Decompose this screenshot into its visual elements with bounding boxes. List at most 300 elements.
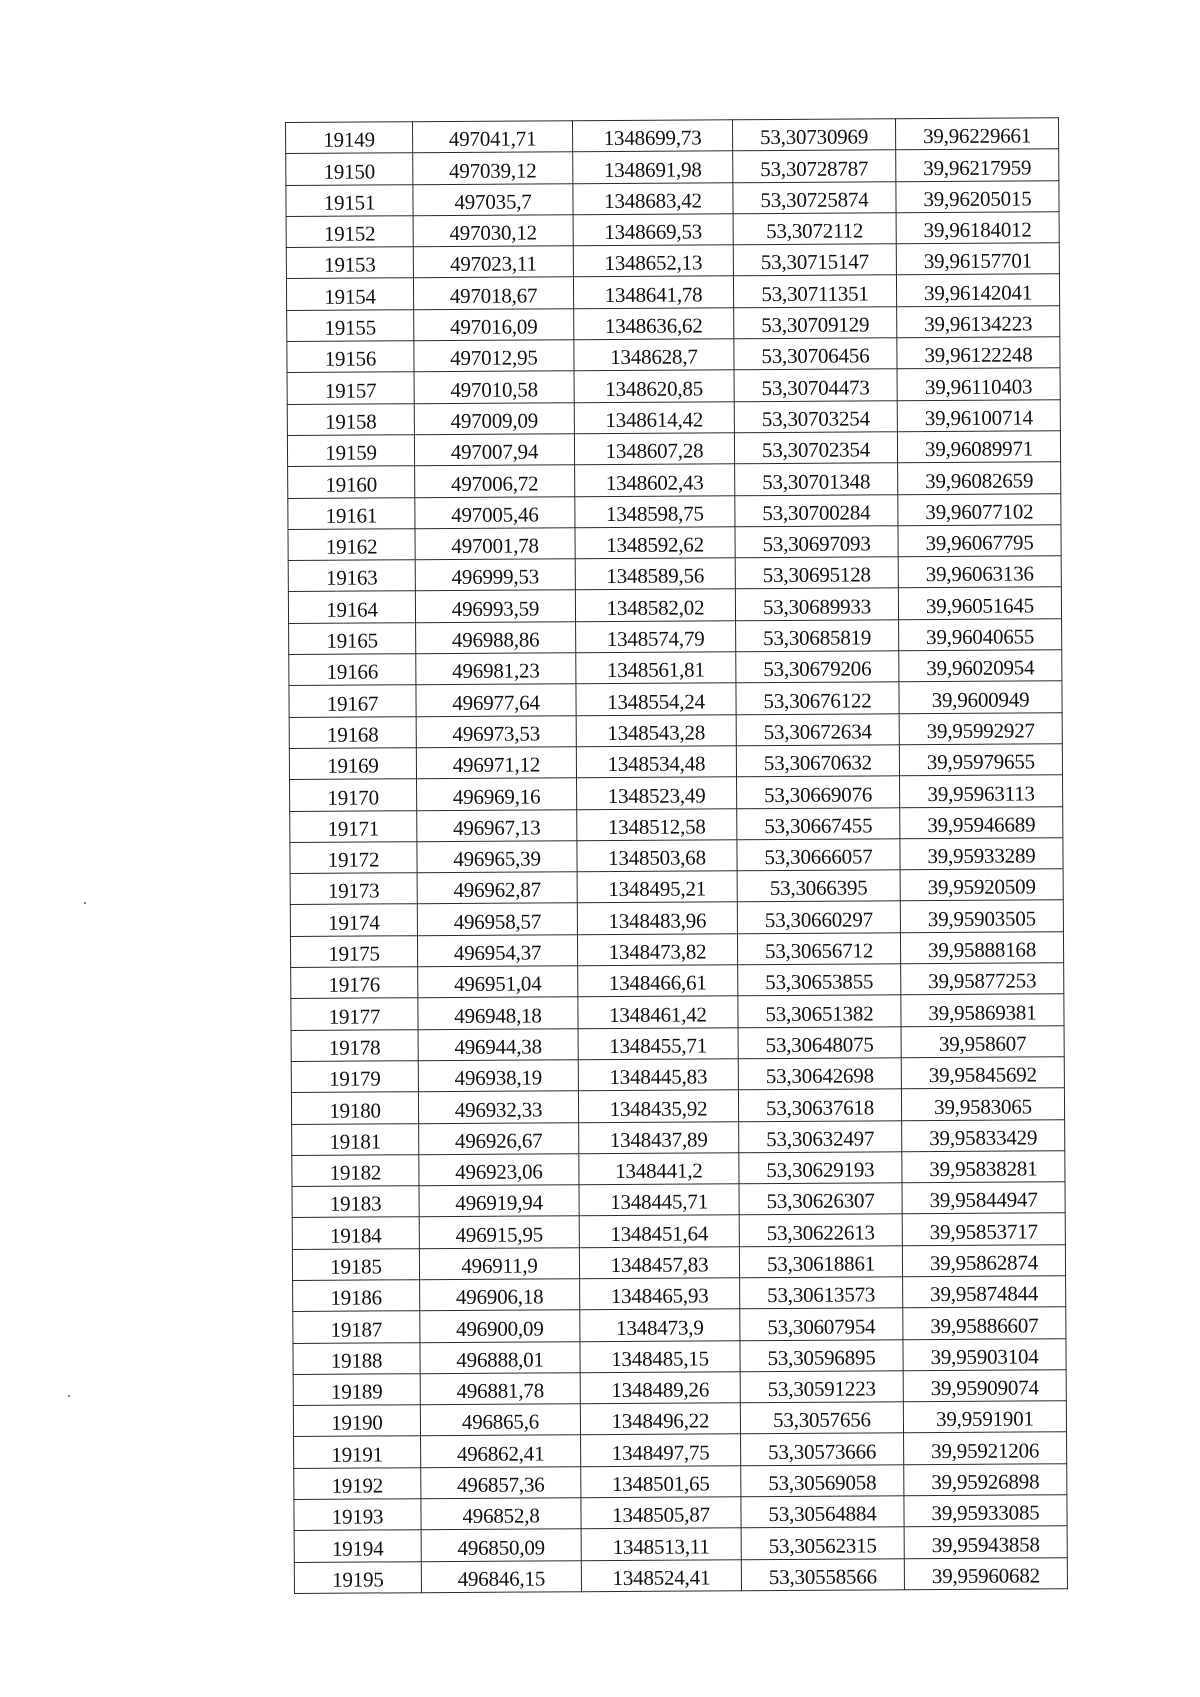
point-number-cell	[291, 998, 418, 1030]
cell-text: 1348445,83	[609, 1064, 708, 1090]
cell-text: 1348699,73	[603, 125, 702, 151]
latitude-cell	[738, 1058, 901, 1090]
cell-text: 1348435,92	[609, 1095, 708, 1121]
y-coordinate-cell	[580, 1403, 740, 1435]
cell-text: 1348512,58	[607, 814, 706, 839]
x-coordinate-cell	[419, 1247, 579, 1279]
table-row	[286, 149, 1059, 185]
cell-text: 19192	[331, 1473, 384, 1498]
cell-text: 497018,67	[449, 283, 538, 308]
point-number-cell	[286, 278, 413, 310]
cell-text: 39,95946689	[927, 812, 1036, 837]
longitude-cell	[897, 368, 1060, 400]
cell-text: 1348636,62	[604, 313, 703, 339]
longitude-cell	[899, 712, 1062, 744]
longitude-cell	[896, 274, 1059, 306]
cell-text: 1348485,15	[611, 1346, 710, 1371]
cell-text: 1348455,71	[609, 1033, 708, 1058]
y-coordinate-cell	[578, 965, 738, 997]
longitude-cell	[903, 1307, 1066, 1339]
table-row	[289, 619, 1062, 655]
cell-text: 19174	[328, 910, 380, 935]
longitude-cell	[897, 337, 1060, 369]
x-coordinate-cell	[413, 215, 573, 247]
table-row	[292, 1182, 1065, 1218]
point-number-cell	[287, 309, 414, 341]
longitude-cell	[897, 399, 1060, 431]
x-coordinate-cell	[421, 1560, 581, 1592]
cell-text: 1348505,87	[612, 1502, 710, 1528]
cell-text: 53,30562315	[768, 1533, 877, 1558]
cell-text: 53,30626307	[766, 1188, 875, 1214]
cell-text: 496938,19	[454, 1065, 543, 1091]
cell-text: 1348598,75	[605, 501, 704, 526]
x-coordinate-cell	[418, 966, 578, 998]
cell-text: 19191	[331, 1442, 383, 1467]
latitude-cell	[741, 1527, 904, 1559]
longitude-cell	[897, 306, 1060, 338]
x-coordinate-cell	[414, 402, 574, 434]
longitude-cell	[904, 1557, 1067, 1589]
point-number-cell	[293, 1280, 420, 1312]
cell-text: 53,30667455	[764, 813, 873, 838]
y-coordinate-cell	[573, 276, 733, 308]
longitude-cell	[898, 462, 1061, 494]
y-coordinate-cell	[574, 401, 734, 433]
cell-text: 53,3057656	[772, 1407, 871, 1433]
x-coordinate-cell	[421, 1466, 581, 1498]
latitude-cell	[740, 1277, 903, 1309]
cell-text: 39,96122248	[924, 342, 1033, 368]
y-coordinate-cell	[578, 1027, 738, 1059]
latitude-cell	[737, 901, 900, 933]
point-number-cell	[286, 184, 413, 216]
cell-text: 53,30573666	[768, 1439, 877, 1464]
point-number-cell	[290, 935, 417, 967]
latitude-cell	[741, 1465, 904, 1497]
table-row	[293, 1307, 1066, 1343]
cell-text: 497009,09	[450, 408, 539, 433]
y-coordinate-cell	[572, 120, 732, 152]
cell-text: 1348669,53	[604, 219, 703, 245]
longitude-cell	[895, 118, 1058, 150]
cell-text: 39,96089971	[924, 436, 1034, 462]
scan-speck	[84, 902, 86, 904]
point-number-cell	[294, 1467, 421, 1499]
table-row	[294, 1526, 1067, 1562]
cell-text: 1348441,2	[615, 1158, 703, 1184]
cell-text: 496900,09	[456, 1316, 544, 1341]
longitude-cell	[900, 869, 1063, 901]
cell-text: 19152	[323, 221, 376, 246]
point-number-cell	[291, 1092, 418, 1124]
cell-text: 39,95943858	[931, 1532, 1040, 1557]
cell-text: 496977,64	[452, 690, 540, 715]
longitude-cell	[903, 1338, 1066, 1370]
y-coordinate-cell	[573, 245, 733, 277]
table-row	[290, 931, 1063, 967]
cell-text: 39,96077102	[925, 499, 1034, 524]
cell-text: 53,30703254	[761, 406, 870, 432]
point-number-cell	[294, 1499, 421, 1531]
cell-text: 39,95845692	[928, 1062, 1037, 1088]
cell-text: 39,95877253	[928, 968, 1037, 994]
x-coordinate-cell	[413, 183, 573, 215]
cell-text: 53,30706456	[761, 343, 870, 369]
y-coordinate-cell	[573, 151, 733, 183]
cell-text: 53,30700284	[762, 500, 871, 525]
x-coordinate-cell	[420, 1404, 580, 1436]
cell-text: 1348489,26	[611, 1377, 710, 1403]
cell-text: 496969,16	[452, 783, 541, 809]
cell-text: 53,30564884	[768, 1501, 877, 1527]
cell-text: 1348554,24	[607, 689, 705, 714]
y-coordinate-cell	[575, 527, 735, 559]
y-coordinate-cell	[580, 1309, 740, 1341]
longitude-cell	[896, 180, 1059, 212]
table-row	[294, 1557, 1067, 1593]
cell-text: 496888,01	[456, 1347, 544, 1372]
cell-text: 19188	[330, 1348, 383, 1373]
x-coordinate-cell	[413, 152, 573, 184]
cell-text: 1348495,21	[608, 876, 707, 902]
cell-text: 1348437,89	[609, 1127, 708, 1152]
cell-text: 19190	[331, 1410, 383, 1436]
point-number-cell	[288, 591, 415, 623]
point-number-cell	[287, 372, 414, 404]
cell-text: 19193	[331, 1504, 384, 1530]
cell-text: 19151	[323, 190, 376, 215]
cell-text: 496881,78	[456, 1378, 545, 1404]
cell-text: 19189	[330, 1379, 383, 1404]
cell-text: 497041,71	[448, 126, 537, 152]
longitude-cell	[901, 963, 1064, 995]
latitude-cell	[733, 275, 896, 307]
x-coordinate-cell	[420, 1373, 580, 1405]
cell-text: 53,30701348	[762, 468, 871, 494]
cell-text: 53,30711351	[761, 281, 869, 306]
latitude-cell	[740, 1339, 903, 1371]
cell-text: 496988,86	[451, 627, 540, 653]
cell-text: 1348561,81	[606, 657, 705, 683]
cell-text: 1348466,61	[608, 970, 707, 996]
cell-text: 39,9591901	[935, 1406, 1034, 1432]
cell-text: 53,3072112	[766, 218, 864, 244]
cell-text: 19158	[324, 409, 377, 434]
latitude-cell	[734, 432, 897, 464]
cell-text: 1348461,42	[608, 1002, 707, 1027]
point-number-cell	[287, 403, 414, 435]
longitude-cell	[898, 493, 1061, 525]
y-coordinate-cell	[579, 1184, 739, 1216]
table-row	[288, 493, 1061, 529]
table-row	[286, 118, 1059, 154]
latitude-cell	[740, 1308, 903, 1340]
cell-text: 39,95862874	[929, 1250, 1039, 1276]
latitude-cell	[733, 244, 896, 276]
table-row	[293, 1338, 1066, 1374]
point-number-cell	[291, 1029, 418, 1061]
point-number-cell	[286, 153, 413, 185]
cell-text: 496948,18	[454, 1003, 542, 1028]
cell-text: 496993,59	[451, 596, 540, 621]
cell-text: 497005,46	[451, 502, 539, 527]
latitude-cell	[733, 213, 896, 245]
x-coordinate-cell	[416, 621, 576, 653]
table-row	[293, 1370, 1066, 1406]
cell-text: 19168	[326, 722, 379, 747]
x-coordinate-cell	[420, 1310, 580, 1342]
table-row	[290, 838, 1063, 874]
longitude-cell	[899, 681, 1062, 713]
cell-text: 39,95886607	[930, 1312, 1039, 1338]
latitude-cell	[734, 400, 897, 432]
longitude-cell	[902, 1244, 1065, 1276]
cell-text: 19170	[327, 784, 379, 810]
cell-text: 19160	[325, 472, 378, 497]
x-coordinate-cell	[416, 684, 576, 716]
cell-text: 497023,11	[449, 251, 537, 277]
cell-text: 39,96229661	[922, 123, 1032, 149]
table-row	[289, 681, 1062, 717]
point-number-cell	[294, 1436, 421, 1468]
x-coordinate-cell	[421, 1529, 581, 1561]
cell-text: 39,95921206	[931, 1438, 1040, 1463]
cell-text: 39,96020954	[926, 655, 1035, 681]
cell-text: 53,30653855	[765, 969, 874, 995]
cell-text: 39,95909074	[930, 1375, 1039, 1401]
latitude-cell	[736, 745, 899, 777]
table-row	[292, 1151, 1065, 1187]
cell-text: 19163	[325, 565, 378, 591]
cell-text: 39,9600949	[931, 687, 1030, 712]
cell-text: 19165	[326, 628, 378, 653]
cell-text: 19178	[328, 1035, 381, 1060]
table-row	[287, 337, 1060, 373]
point-number-cell	[289, 622, 416, 654]
cell-text: 1348497,75	[611, 1440, 710, 1465]
table-row	[292, 1213, 1065, 1249]
table-row	[289, 712, 1062, 748]
cell-text: 39,95992927	[926, 718, 1035, 744]
cell-text: 53,30709129	[761, 312, 870, 338]
cell-text: 39,95874844	[930, 1281, 1039, 1307]
longitude-cell	[898, 556, 1061, 588]
cell-text: 1348628,7	[610, 344, 698, 370]
cell-text: 19154	[324, 284, 376, 309]
cell-text: 39,96205015	[923, 186, 1032, 211]
y-coordinate-cell	[574, 308, 734, 340]
latitude-cell	[735, 588, 898, 620]
cell-text: 1348524,41	[612, 1565, 711, 1590]
latitude-cell	[738, 964, 901, 996]
cell-text: 53,30676122	[763, 688, 872, 713]
cell-text: 39,96040655	[926, 624, 1035, 650]
point-number-cell	[293, 1311, 420, 1343]
x-coordinate-cell	[414, 434, 574, 466]
point-number-cell	[290, 873, 417, 905]
y-coordinate-cell	[574, 339, 734, 371]
longitude-cell	[898, 587, 1061, 619]
cell-text: 39,95903505	[927, 906, 1036, 931]
table-row	[287, 431, 1060, 467]
x-coordinate-cell	[415, 496, 575, 528]
longitude-cell	[896, 243, 1059, 275]
point-number-cell	[288, 497, 415, 529]
cell-text: 1348503,68	[608, 845, 706, 871]
cell-text: 39,95979655	[926, 749, 1036, 775]
latitude-cell	[732, 119, 895, 151]
cell-text: 19182	[329, 1160, 382, 1185]
cell-text: 497030,12	[449, 220, 537, 246]
cell-text: 19166	[326, 659, 379, 685]
table-row	[289, 744, 1062, 780]
longitude-cell	[900, 775, 1063, 807]
y-coordinate-cell	[581, 1559, 741, 1591]
cell-text: 39,96157701	[923, 248, 1032, 274]
y-coordinate-cell	[579, 1153, 739, 1185]
latitude-cell	[736, 651, 899, 683]
point-number-cell	[287, 435, 414, 467]
y-coordinate-cell	[577, 871, 737, 903]
latitude-cell	[739, 1183, 902, 1215]
table-row	[290, 869, 1063, 905]
longitude-cell	[900, 806, 1063, 838]
cell-text: 53,30660297	[764, 907, 873, 932]
longitude-cell	[899, 650, 1062, 682]
cell-text: 53,30685819	[763, 625, 872, 651]
table-row	[286, 243, 1059, 279]
latitude-cell	[734, 369, 897, 401]
cell-text: 39,96063136	[925, 561, 1034, 587]
cell-text: 19180	[329, 1097, 381, 1123]
x-coordinate-cell	[413, 121, 573, 153]
table-row	[292, 1244, 1065, 1280]
cell-text: 19150	[323, 159, 376, 184]
cell-text: 1348451,64	[610, 1221, 709, 1246]
y-coordinate-cell	[574, 370, 734, 402]
cell-text: 53,30702354	[761, 437, 871, 463]
x-coordinate-cell	[419, 1185, 579, 1217]
cell-text: 496965,39	[453, 846, 541, 872]
cell-text: 39,96110403	[924, 374, 1033, 399]
x-coordinate-cell	[419, 1154, 579, 1186]
cell-text: 496915,95	[455, 1222, 544, 1247]
latitude-cell	[739, 1214, 902, 1246]
y-coordinate-cell	[578, 1059, 738, 1091]
x-coordinate-cell	[414, 371, 574, 403]
latitude-cell	[734, 307, 897, 339]
latitude-cell	[737, 839, 900, 871]
cell-text: 53,30704473	[761, 375, 870, 400]
cell-text: 19185	[330, 1254, 382, 1279]
longitude-cell	[899, 619, 1062, 651]
y-coordinate-cell	[574, 433, 734, 465]
cell-text: 53,30558566	[768, 1564, 877, 1590]
point-number-cell	[290, 779, 417, 811]
latitude-cell	[735, 526, 898, 558]
cell-text: 1348582,02	[606, 595, 705, 620]
longitude-cell	[902, 1182, 1065, 1214]
latitude-cell	[737, 932, 900, 964]
cell-text: 19194	[331, 1536, 384, 1561]
cell-text: 39,95838281	[929, 1156, 1038, 1182]
cell-text: 53,30651382	[765, 1001, 874, 1026]
longitude-cell	[900, 838, 1063, 870]
y-coordinate-cell	[576, 746, 736, 778]
cell-text: 19176	[328, 972, 381, 998]
latitude-cell	[734, 338, 897, 370]
point-number-cell	[290, 810, 417, 842]
cell-text: 19183	[329, 1191, 382, 1217]
latitude-cell	[738, 1089, 901, 1121]
longitude-cell	[897, 431, 1060, 463]
point-number-cell	[292, 1217, 419, 1249]
y-coordinate-cell	[573, 214, 733, 246]
cell-text: 496971,12	[452, 752, 541, 778]
point-number-cell	[288, 560, 415, 592]
cell-text: 53,30642698	[765, 1063, 874, 1089]
y-coordinate-cell	[575, 464, 735, 496]
longitude-cell	[896, 149, 1059, 181]
table-row	[286, 274, 1059, 310]
point-number-cell	[289, 654, 416, 686]
cell-text: 39,95933085	[931, 1500, 1040, 1526]
cell-text: 497006,72	[450, 471, 539, 496]
cell-text: 496852,8	[462, 1503, 540, 1529]
cell-text: 39,95963113	[927, 780, 1035, 806]
x-coordinate-cell	[413, 246, 573, 278]
point-number-cell	[288, 529, 415, 561]
table-row	[293, 1401, 1066, 1437]
latitude-cell	[738, 995, 901, 1027]
longitude-cell	[900, 931, 1063, 963]
cell-text: 496846,15	[457, 1566, 546, 1591]
cell-text: 19171	[327, 816, 380, 841]
longitude-cell	[901, 1025, 1064, 1057]
x-coordinate-cell	[415, 559, 575, 591]
point-number-cell	[288, 466, 415, 498]
table-row	[294, 1464, 1067, 1500]
cell-text: 1348607,28	[605, 438, 704, 464]
cell-text: 1348457,83	[610, 1252, 709, 1278]
x-coordinate-cell	[417, 841, 577, 873]
table-row	[290, 806, 1063, 842]
cell-text: 53,30695128	[762, 562, 871, 588]
table-row	[288, 556, 1061, 592]
latitude-cell	[738, 1026, 901, 1058]
latitude-cell	[736, 713, 899, 745]
cell-text: 53,30648075	[765, 1032, 874, 1057]
cell-text: 53,30596895	[767, 1345, 876, 1370]
y-coordinate-cell	[578, 996, 738, 1028]
cell-text: 39,96100714	[924, 405, 1033, 431]
cell-text: 496911,9	[461, 1253, 538, 1278]
latitude-cell	[739, 1152, 902, 1184]
cell-text: 1348683,42	[604, 188, 702, 213]
cell-text: 39,96134223	[924, 311, 1033, 337]
longitude-cell	[901, 1088, 1064, 1120]
longitude-cell	[903, 1401, 1066, 1433]
cell-text: 1348513,11	[612, 1534, 710, 1559]
x-coordinate-cell	[421, 1435, 581, 1467]
cell-text: 496923,06	[455, 1159, 543, 1185]
x-coordinate-cell	[420, 1279, 580, 1311]
cell-text: 19173	[327, 878, 380, 904]
point-number-cell	[291, 1061, 418, 1093]
cell-text: 1348473,82	[608, 939, 707, 965]
cell-text: 19177	[328, 1004, 381, 1029]
